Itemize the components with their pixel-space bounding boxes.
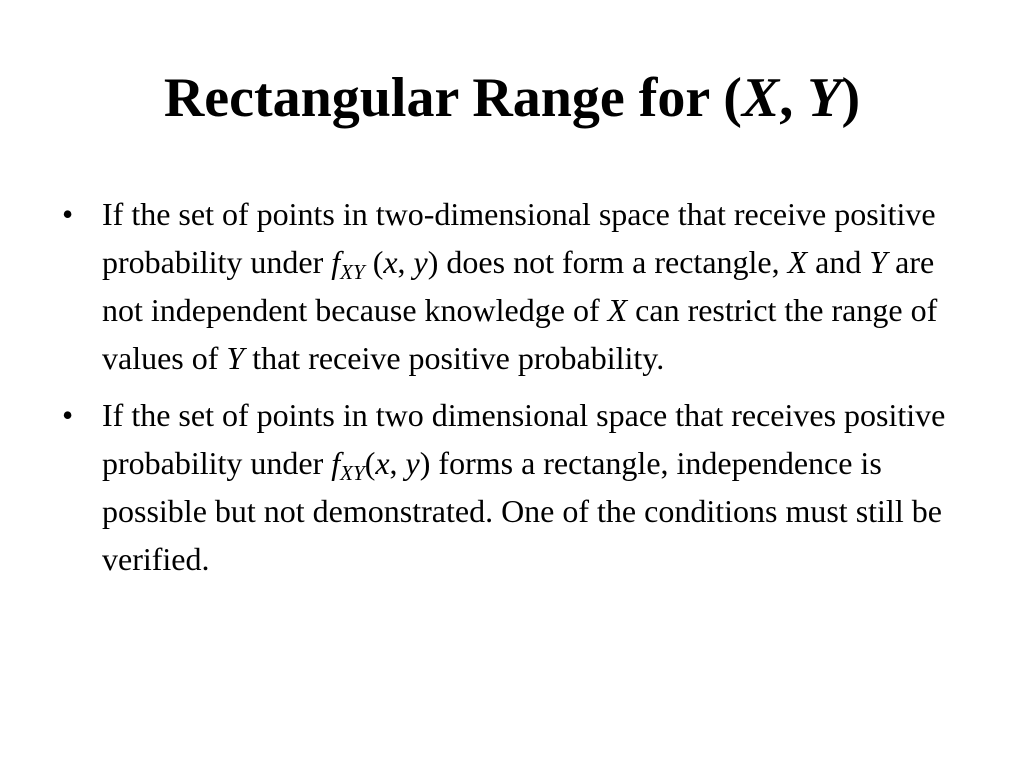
bullet-2-text-2: ( (364, 445, 376, 481)
bullet-2-f: f (331, 445, 341, 481)
bullet-1-text-2: ( (364, 244, 384, 280)
bullet-item-2 (62, 391, 962, 583)
bullet-2-text-3: , (389, 445, 406, 481)
bullet-2-text-1: If the set of points in two dimensional space that receives positive probability under (102, 397, 946, 481)
bullet-1-text-5: and (807, 244, 870, 280)
bullet-1-text-4: ) does not form a rectangle, (427, 244, 788, 280)
title-suffix: ) (841, 67, 861, 129)
title-comma: , (779, 67, 808, 129)
bullet-2-y: y (405, 445, 420, 481)
bullet-list (62, 190, 962, 592)
bullet-item-1 (62, 190, 962, 382)
bullet-1-var-X: X (787, 244, 808, 280)
bullet-1-y: y (413, 244, 428, 280)
bullet-1-var-Y2: Y (226, 340, 245, 376)
bullet-2-subscript: XY (340, 461, 365, 485)
bullet-1-text-6: are not independent because knowledge of (102, 244, 935, 328)
bullet-1-f: f (331, 244, 341, 280)
bullet-2-x: x (375, 445, 390, 481)
title-var-y: Y (807, 67, 842, 129)
bullet-1-var-X2: X (607, 292, 628, 328)
bullet-1-subscript: XY (340, 260, 365, 284)
bullet-2-text-4: ) forms a rectangle, independence is possible but not demonstrated. One of the conditions must still be verified. (102, 445, 942, 577)
bullet-marker: • (62, 397, 74, 433)
bullet-1-text-1: If the set of points in two-dimensional space that receive positive probability under (102, 196, 936, 280)
bullet-1-x: x (383, 244, 398, 280)
bullet-marker: • (62, 196, 74, 232)
bullet-1-var-Y: Y (869, 244, 888, 280)
bullet-1-text-7: can restrict the range of values of (102, 292, 938, 376)
title-prefix: Rectangular Range for ( (163, 67, 742, 129)
title-var-x: X (741, 67, 780, 129)
bullet-1-text-8: that receive positive probability. (244, 340, 665, 376)
bullet-1-text-3: , (397, 244, 414, 280)
slide-title (0, 66, 1024, 130)
